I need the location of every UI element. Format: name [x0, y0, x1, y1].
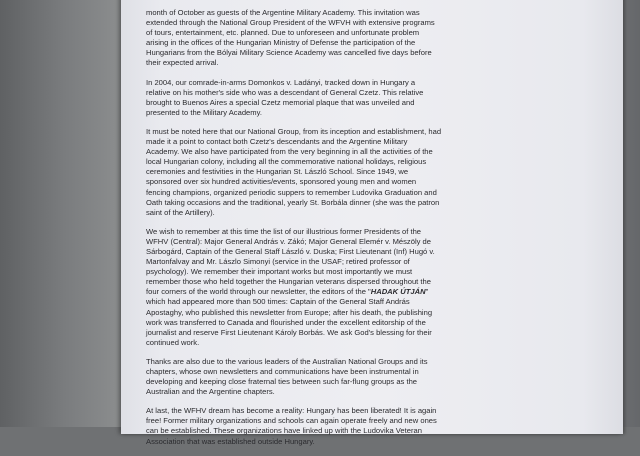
text-line: which had appeared more than 500 times: Captain of the General Staff András [146, 297, 410, 307]
text-line: Australian and the Argentine chapters. [146, 387, 275, 397]
paragraph-australian-groups [146, 357, 616, 397]
text-line: It must be noted here that our National Group, from its inception and establishment, had [146, 126, 442, 136]
text-line: brought to Buenos Aires a special Czetz memorial plaque that was unveiled and [146, 97, 415, 107]
paragraph-national-group [146, 127, 616, 218]
text-line: Oath taking occasions and the traditional, yearly St. Borbála dinner (she was the patron [146, 197, 440, 207]
text-line: free! Former military organizations and schools can again operate freely and new ones [146, 416, 437, 426]
text-line: Hungarians from the Bólyai Military Science Academy was cancelled five days before [146, 48, 432, 58]
text-line: Martonfalvay and Mr. Lászlo Simonyi (service in the USAF; retired professor of [146, 257, 410, 267]
text-line: extended through the National Group President of the WFVH with extensive programs [146, 18, 435, 28]
text-line: journalist and reserve First Lieutenant Károly Borbás. We ask God's blessing for their [146, 327, 432, 337]
text-line: WFHV (Central): Major General András v. Zákó; Major General Elemér v. Mészöly de [146, 236, 431, 246]
text-line-newsletter-title [146, 287, 616, 297]
newsletter-title: HADAK ÚTJÁN [370, 287, 426, 297]
text-line: month of October as guests of the Argentine Military Academy. This invitation was [146, 8, 420, 17]
text-line: arising in the offices of the Hungarian Ministry of Defense the participation of the [146, 38, 416, 48]
paragraph-former-presidents [146, 227, 616, 348]
text-line: their expected arrival. [146, 58, 219, 68]
text-line: work was transferred to Canada and flourished under the excellent editorship of the [146, 317, 426, 327]
paper-sheet [121, 0, 623, 446]
text-line: saint of the Artillery). [146, 207, 215, 217]
text-line: made it a point to contact both Czetz's descendants and the Argentine Military [146, 137, 408, 147]
paragraph-academy-visit [146, 8, 616, 69]
text-line: ceremonies and festivities in the Hungarian St. László School. Since 1949, we [146, 167, 409, 177]
text-line: We wish to remember at this time the list of our illustrious former Presidents of the [146, 226, 422, 236]
text-line: developing and keeping close fraternal ties between such far-flung groups as the [146, 377, 418, 387]
text-line: relative on his mother's side who was a descendant of General Czetz. This relative [146, 87, 424, 97]
document-body [146, 8, 616, 456]
line-suffix: " [425, 287, 429, 297]
text-line: sponsored over six hundred activities/events, sponsored young men and women [146, 177, 417, 187]
text-line: presented to the Military Academy. [146, 107, 262, 117]
text-line: local Hungarian colony, including all the commemorative national holidays, religious [146, 157, 427, 167]
text-line: Apostaghy, who published this newsletter from Europe; after his death, the publishing [146, 307, 433, 317]
paragraph-czetz-plaque [146, 78, 616, 118]
text-line: Thanks are also due to the various leaders of the Australian National Groups and its [146, 356, 428, 366]
paragraph-liberation [146, 406, 616, 446]
text-line: Academy. We also have participated from the very beginning in all the activities of the [146, 147, 433, 157]
text-line: chapters, whose own newsletters and communications have been instrumental in [146, 367, 419, 376]
text-line: In 2004, our comrade-in-arms Domonkos v. Ladányi, tracked down in Hungary a [146, 77, 416, 87]
text-line: remember those who held together the Hungarian veterans dispersed throughout the [146, 277, 431, 287]
text-line: can be established. These organizations have linked up with the Ludovika Veteran [146, 426, 422, 436]
text-line: continued work. [146, 337, 200, 347]
text-line: At last, the WFHV dream has become a reality: Hungary has been liberated! It is again [146, 406, 437, 416]
text-line: Sárbogárd, Captain of the General Staff László v. Duska; First Lieutenant (Inf) Hugó v. [146, 246, 435, 256]
line-prefix: four corners of the world through our newsletter, the editors of the " [146, 287, 371, 297]
text-line: of tours, entertainment, etc. planned. Due to unforeseen and unfortunate problem [146, 28, 420, 38]
text-line: fencing champions, organized periodic suppers to remember Ludovika Graduation and [146, 187, 437, 197]
text-line: psychology). We remember their important works but most importantly we must [146, 267, 413, 277]
text-line: Association that was established outside Hungary. [146, 436, 315, 446]
